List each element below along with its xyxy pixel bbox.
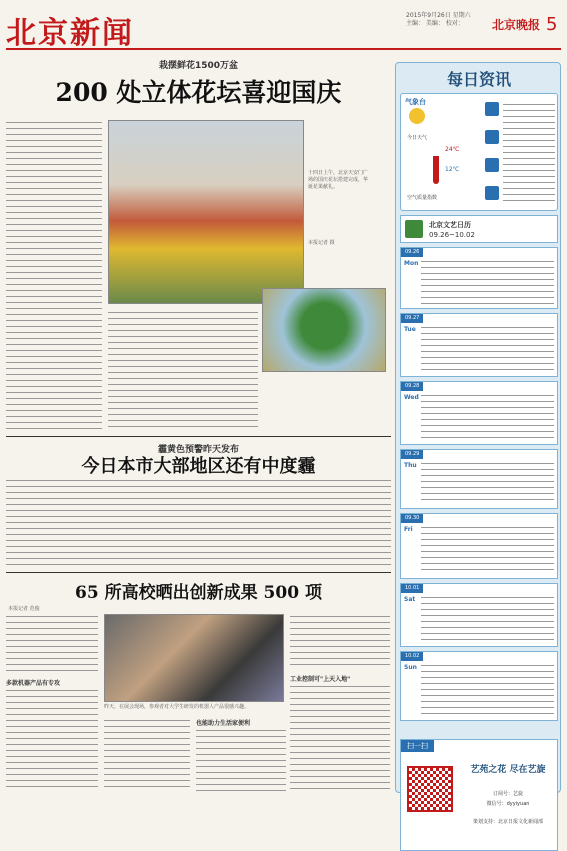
sidebar-title: 每日资讯 bbox=[446, 70, 511, 89]
story3-subhead-3: 也能助力生活家便利 bbox=[196, 720, 251, 727]
promo-sponsor: 策划支持：北京日报文化新闻部 bbox=[472, 819, 543, 825]
day-events-text bbox=[421, 259, 554, 305]
lead-photo-credit: 本报记者 摄 bbox=[308, 240, 335, 246]
story3-photo-caption: 昨天，在展会现场，参观者对大学生研发的机器人产品很感兴趣。 bbox=[104, 704, 250, 710]
newspaper-logo: 北京新闻 bbox=[6, 16, 134, 51]
section-divider-2 bbox=[6, 572, 391, 573]
day-events-text bbox=[421, 325, 554, 373]
promo-wechat-id: 微信号：dyyiyuan bbox=[486, 801, 530, 807]
story2-kicker: 霾黄色预警昨天发布 bbox=[157, 445, 239, 455]
brand-name: 北京晚报 bbox=[492, 18, 541, 32]
qr-code-icon[interactable] bbox=[407, 766, 453, 812]
day-date-tag: 09.29 bbox=[401, 450, 423, 459]
story3-body-text-6 bbox=[290, 684, 390, 791]
scan-tab: 扫一扫 bbox=[401, 740, 434, 752]
issue-info bbox=[406, 12, 486, 28]
story2-headline: 今日本市大部地区还有中度霾 bbox=[81, 456, 316, 477]
sun-icon bbox=[409, 108, 425, 124]
promo-subscribe: 订阅号：艺旋 bbox=[492, 791, 523, 797]
day-date-tag: 09.26 bbox=[401, 248, 423, 257]
day-date-tag: 09.28 bbox=[401, 382, 423, 391]
story3-body-text-2 bbox=[6, 688, 98, 791]
weather-today: 今日天气 bbox=[407, 135, 428, 141]
story3-body-text-4 bbox=[196, 728, 286, 791]
calendar-day bbox=[400, 247, 558, 309]
wechat-promo bbox=[400, 739, 558, 851]
day-name: Mon bbox=[404, 260, 419, 267]
air-quality-label: 空气质量指数 bbox=[407, 195, 438, 201]
calendar-day bbox=[400, 583, 558, 647]
weather-low: 12℃ bbox=[445, 166, 460, 173]
day-name: Sun bbox=[404, 664, 417, 671]
story2-body-text bbox=[6, 478, 391, 568]
lead-headline: 200 处立体花坛喜迎国庆 bbox=[55, 78, 342, 107]
issue-staff: 主编： 美编： 校对： bbox=[406, 20, 464, 27]
page-number: 5 bbox=[546, 14, 558, 35]
day-date-tag: 10.02 bbox=[401, 652, 423, 661]
calendar-title: 北京文艺日历 bbox=[429, 221, 471, 229]
calendar-day bbox=[400, 313, 558, 377]
day-name: Thu bbox=[404, 462, 417, 469]
day-events-text bbox=[421, 393, 554, 441]
promo-title: 艺苑之花 尽在艺旋 bbox=[470, 765, 546, 775]
lead-kicker: 栽摆鲜花1500万盆 bbox=[158, 61, 239, 71]
calendar-day bbox=[400, 449, 558, 509]
day-date-tag: 09.27 bbox=[401, 314, 423, 323]
story3-subhead-1: 多款机器产品有专攻 bbox=[6, 680, 61, 687]
cold-icon bbox=[485, 130, 499, 144]
day-events-text bbox=[421, 595, 554, 643]
weather-panel bbox=[400, 93, 558, 211]
culture-calendar-header bbox=[400, 215, 558, 243]
day-name: Sat bbox=[404, 596, 416, 603]
story3-body-text-5 bbox=[290, 614, 390, 670]
masthead bbox=[6, 8, 561, 50]
day-events-text bbox=[421, 525, 554, 575]
day-date-tag: 10.01 bbox=[401, 584, 423, 593]
day-events-text bbox=[421, 663, 554, 717]
story3-subhead-2: 工业控制可"上天入地" bbox=[290, 676, 351, 683]
weather-label: 气象台 bbox=[405, 98, 426, 106]
lead-photo-flowerbed bbox=[108, 120, 304, 304]
weather-high: 24℃ bbox=[445, 146, 460, 153]
lead-photo-topiary bbox=[262, 288, 386, 372]
exercise-icon bbox=[485, 158, 499, 172]
day-name: Wed bbox=[404, 394, 419, 401]
clothing-icon bbox=[485, 102, 499, 116]
story3-byline: 本报记者 范俊 bbox=[8, 606, 40, 612]
calendar-day bbox=[400, 381, 558, 445]
story3-body-text-3 bbox=[104, 718, 190, 791]
calendar-icon bbox=[405, 220, 423, 238]
lead-photo-caption: 十四日上午，北京天安门广场的国庆花坛搭建完成，华诞花果献礼。 bbox=[308, 170, 369, 190]
weather-index-text bbox=[503, 102, 555, 206]
day-name: Fri bbox=[404, 526, 413, 533]
day-name: Tue bbox=[404, 326, 416, 333]
issue-date: 2015年9月26日 星期六 bbox=[406, 12, 471, 19]
day-date-tag: 09.30 bbox=[401, 514, 423, 523]
calendar-day bbox=[400, 513, 558, 579]
story3-headline: 65 所高校晒出创新成果 500 项 bbox=[75, 583, 322, 603]
thermometer-icon bbox=[433, 144, 439, 184]
story3-photo-robot bbox=[104, 614, 284, 702]
main-content bbox=[6, 58, 391, 793]
lead-body-text bbox=[6, 120, 102, 430]
story3-body-text-1 bbox=[6, 614, 98, 674]
daily-info-sidebar bbox=[395, 62, 561, 825]
car-wash-icon bbox=[485, 186, 499, 200]
calendar-day bbox=[400, 651, 558, 721]
calendar-range: 09.26~10.02 bbox=[429, 231, 475, 239]
lead-body-text-2 bbox=[108, 310, 258, 430]
day-events-text bbox=[421, 461, 554, 505]
section-divider-1 bbox=[6, 436, 391, 437]
